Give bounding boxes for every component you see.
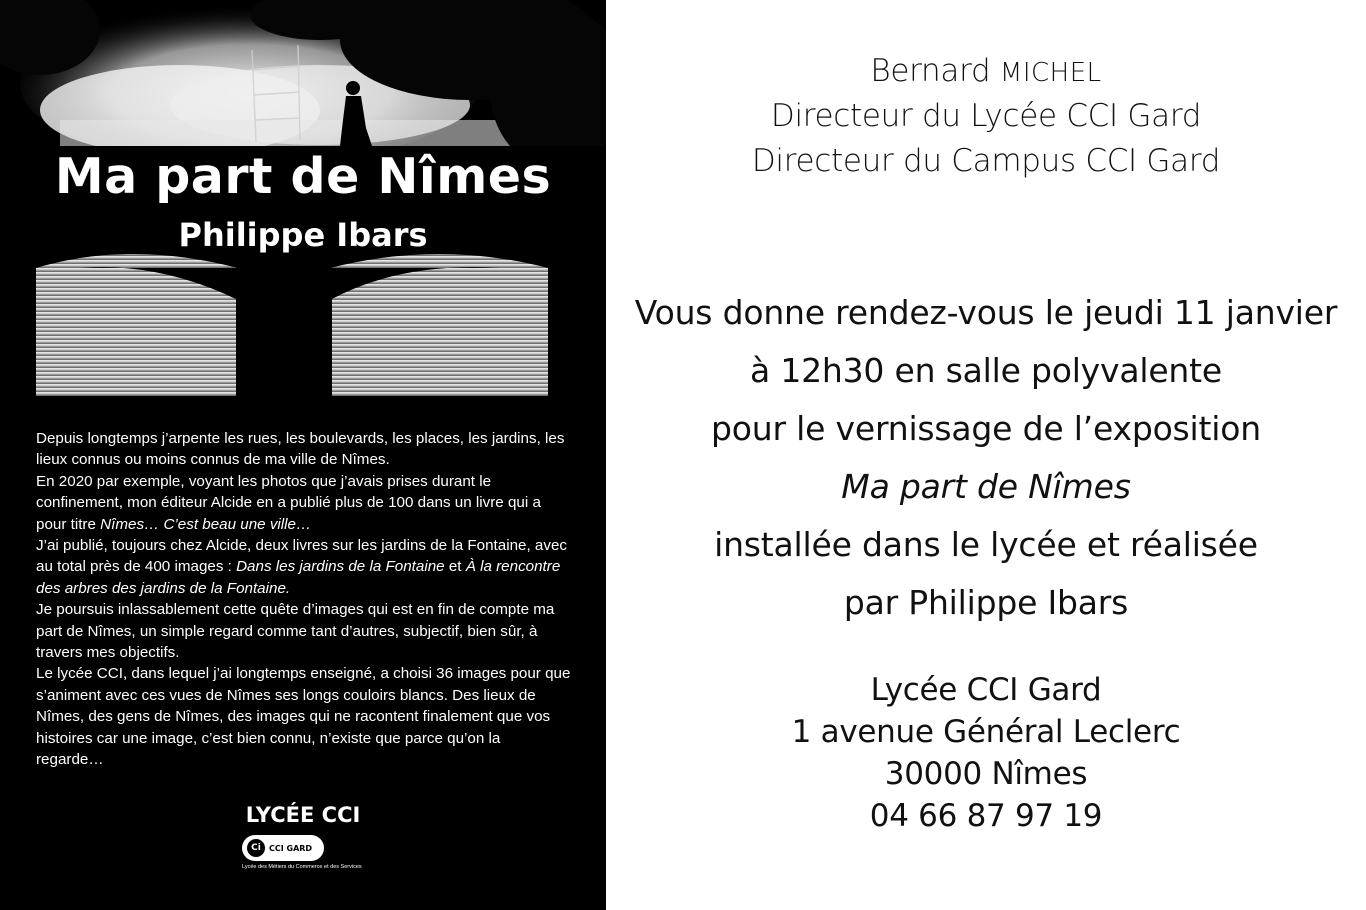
address-school-name: Lycée CCI Gard	[870, 672, 1102, 708]
cci-gard-logo	[242, 835, 324, 861]
lycee-logo-subtitle: Lycée des Métiers du Commerce et des Services	[242, 864, 362, 870]
address-city: 30000 Nîmes	[884, 756, 1088, 792]
story-book-title: Dans les jardins de la Fontaine	[236, 558, 445, 576]
invitation-line-2: à 12h30 en salle polyvalente	[750, 351, 1222, 390]
story-paragraph: J’ai publié, toujours chez Alcide, deux livres sur les jardins de la Fontaine, avec au total près de 400 images : Dans les jardins de la Fontaine et À la rencontre des arbres des jardins de la Fontaine.	[36, 537, 567, 597]
invitation-line-5: installée dans le lycée et réalisée	[714, 525, 1258, 564]
director-role-lycee: Directeur du Lycée CCI Gard	[770, 98, 1202, 134]
director-last-name: MICHEL	[999, 58, 1102, 88]
exhibition-title: Ma part de Nîmes	[841, 467, 1131, 506]
invitation-line-3: pour le vernissage de l’exposition	[711, 409, 1261, 448]
exhibition-poster	[0, 0, 606, 910]
director-role-campus: Directeur du Campus CCI Gard	[751, 143, 1221, 179]
lycee-logo-title: LYCÉE CCI	[245, 803, 361, 827]
invitation-line-1: Vous donne rendez-vous le jeudi 11 janvier	[634, 293, 1338, 332]
story-paragraph: Je poursuis inlassablement cette quête d’images qui est en fin de compte ma part de Nîmes, un simple regard comme tant d’autres, subjectif, bien sûr, à travers mes objectifs.	[36, 601, 555, 662]
address-street: 1 avenue Général Leclerc	[791, 714, 1181, 750]
director-first-name: Bernard	[870, 53, 991, 89]
poster-author: Philippe Ibars	[178, 216, 428, 254]
invitation-line-6: par Philippe Ibars	[843, 583, 1129, 622]
cci-logo-name: CCI GARD	[269, 843, 313, 853]
story-paragraph: En 2020 par exemple, voyant les photos que j’avais prises durant le confinement, mon éditeur Alcide en a publié plus de 100 dans un livre qui a pour titre Nîmes… C’est beau une ville…	[36, 472, 541, 533]
address-phone: 04 66 87 97 19	[869, 798, 1103, 834]
fountain-bridge-photo	[0, 0, 606, 410]
invitation-panel	[606, 0, 1366, 910]
director-name	[606, 53, 1366, 89]
cci-logo-icon: Ci	[247, 839, 265, 857]
story-paragraph: Le lycée CCI, dans lequel j’ai longtemps enseigné, a choisi 36 images pour que s’animent avec ces vues de Nîmes ses longs couloirs blancs. Des lieux de Nîmes, des gens de Nîmes, des images qui ne racontent finalement que vos histoires car une image, c’est bien connu, n’existe que parce qu’on la regarde…	[36, 665, 571, 769]
story-book-title: À la rencontre des arbres des jardins de la Fontaine.	[36, 558, 561, 597]
poster-story-text	[36, 428, 572, 771]
story-paragraph: Depuis longtemps j’arpente les rues, les boulevards, les places, les jardins, les lieux connus ou moins connus de ma ville de Nîmes.	[36, 430, 565, 469]
poster-title: Ma part de Nîmes	[54, 148, 552, 205]
story-book-title: Nîmes… C’est beau une ville…	[100, 515, 312, 533]
